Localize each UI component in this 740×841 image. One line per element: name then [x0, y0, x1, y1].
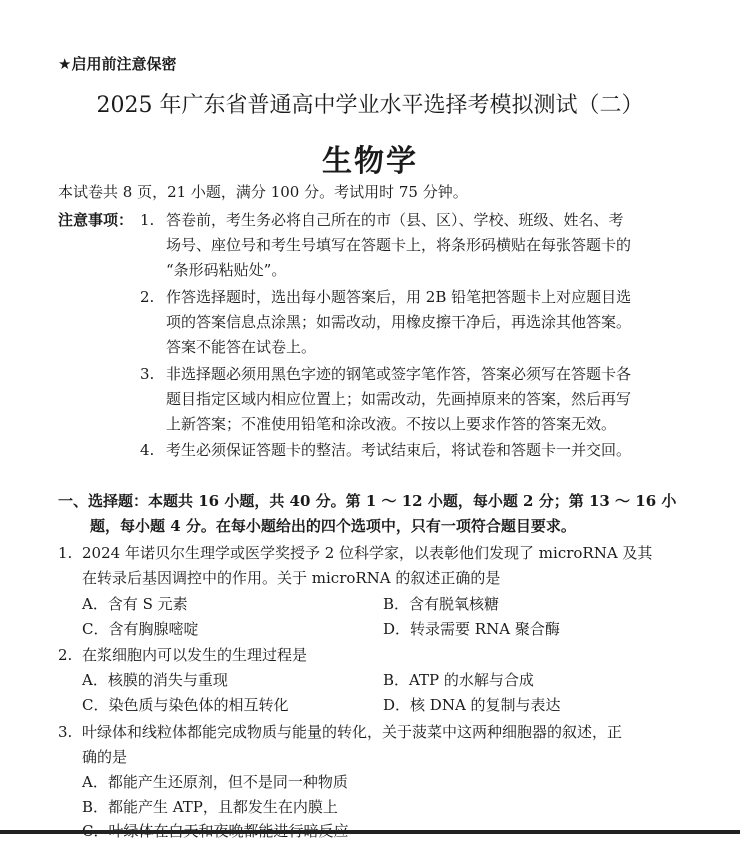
question-number: 2.	[58, 646, 73, 664]
option-c: C．含有胸腺嘧啶	[82, 620, 199, 638]
option-a: A．都能产生还原剂，但不是同一种物质	[82, 773, 348, 791]
exam-title: 2025 年广东省普通高中学业水平选择考模拟测试（二）	[96, 93, 644, 118]
notice-line: 上新答案；不准使用铅笔和涂改液。不按以上要求作答的答案无效。	[166, 415, 617, 433]
option-b: B．ATP 的水解与合成	[383, 671, 534, 689]
question-number: 3.	[58, 723, 73, 741]
notice-line: 考生必须保证答题卡的整洁。考试结束后，将试卷和答题卡一并交回。	[166, 441, 632, 459]
notice-line: “条形码粘贴处”。	[166, 261, 287, 279]
section-heading: 一、选择题：本题共 16 小题，共 40 分。第 1 ～ 12 小题，每小题 2 分；第 13 ～ 16 小	[58, 492, 677, 510]
section-heading: 题，每小题 4 分。在每小题给出的四个选项中，只有一项符合题目要求。	[90, 517, 576, 535]
scan-edge-divider	[0, 830, 740, 834]
notice-line: 答卷前，考生务必将自己所在的市（县、区）、学校、班级、姓名、考	[166, 211, 624, 229]
option-b: B．含有脱氧核糖	[383, 595, 500, 613]
option-c: C．染色质与染色体的相互转化	[82, 696, 289, 714]
option-d: D．转录需要 RNA 聚合酶	[383, 620, 560, 638]
option-a: A．含有 S 元素	[82, 595, 188, 613]
notice-number: 1.	[140, 211, 155, 229]
notice-label: 注意事项：	[58, 211, 134, 229]
question-stem: 确的是	[82, 748, 128, 766]
notice-line: 项的答案信息点涂黑；如需改动，用橡皮擦干净后，再选涂其他答案。	[166, 313, 632, 331]
question-stem: 2024 年诺贝尔生理学或医学奖授予 2 位科学家，以表彰他们发现了 microRNA 及其	[82, 544, 653, 562]
question-number: 1.	[58, 544, 73, 562]
notice-line: 答案不能答在试卷上。	[166, 338, 317, 356]
notice-number: 2.	[140, 288, 155, 306]
notice-number: 3.	[140, 365, 155, 383]
option-d: D．核 DNA 的复制与表达	[383, 696, 561, 714]
question-stem: 叶绿体和线粒体都能完成物质与能量的转化，关于菠菜中这两种细胞器的叙述，正	[82, 723, 623, 741]
notice-number: 4.	[140, 441, 155, 459]
question-stem: 在转录后基因调控中的作用。关于 microRNA 的叙述正确的是	[82, 569, 501, 587]
notice-line: 题目指定区域内相应位置上；如需改动，先画掉原来的答案，然后再写	[166, 390, 632, 408]
secret-mark: ★启用前注意保密	[58, 55, 177, 73]
option-a: A．核膜的消失与重现	[82, 671, 228, 689]
notice-line: 作答选择题时，选出每小题答案后，用 2B 铅笔把答题卡上对应题目选	[166, 288, 632, 306]
option-b: B．都能产生 ATP，且都发生在内膜上	[82, 798, 338, 816]
exam-summary: 本试卷共 8 页，21 小题，满分 100 分。考试用时 75 分钟。	[58, 183, 468, 201]
question-stem: 在浆细胞内可以发生的生理过程是	[82, 646, 308, 664]
notice-line: 场号、座位号和考生号填写在答题卡上，将条形码横贴在每张答题卡的	[166, 236, 632, 254]
subject-title: 生物学	[322, 144, 418, 179]
notice-line: 非选择题必须用黑色字迹的钢笔或签字笔作答，答案必须写在答题卡各	[166, 365, 632, 383]
